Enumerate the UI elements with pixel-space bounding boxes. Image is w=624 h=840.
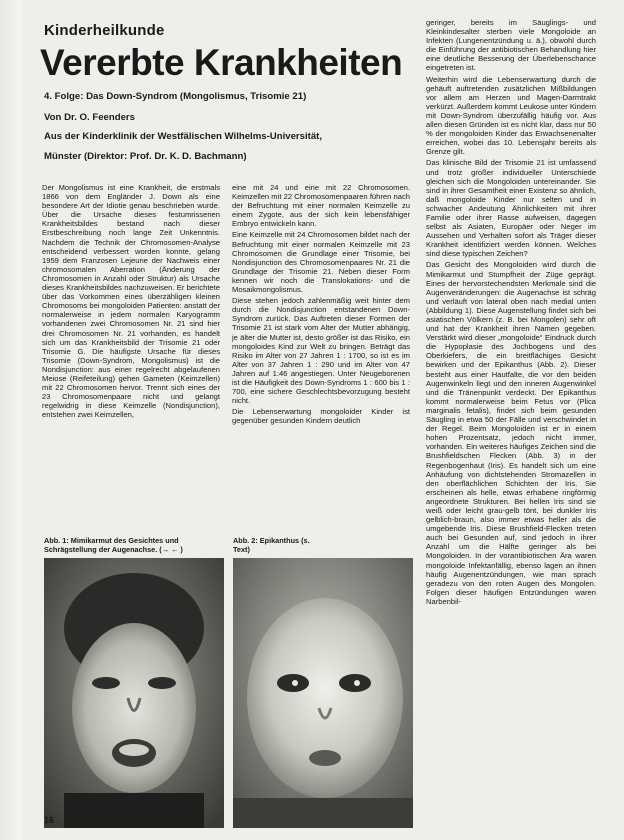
photo-child-face-icon (44, 558, 224, 828)
paragraph: Weiterhin wird die Lebenserwartung durch die gehäuft auftretenden zusätzlichen Mißbildungen vor allem am Herzen und Magen-Darmtrakt verkürzt. Außerdem kommt Leukose unter Kindern mit Down-Syndrom überzufällig häufig vor. Aus allen diesen Gründen ist es nicht klar, dass nur 50 % der mongoloiden Kinder das Erwachsenenalter erreichen, wobei das 10. Lebensjahr bereits als Grenze gilt. (426, 74, 596, 157)
paragraph: Das klinische Bild der Trisomie 21 ist umfassend und trotz großer individueller Unterschiede gleichen sich die Mongoloiden untereinander. Sie sind in ihrer Gesamtheit einer Existenz so ähnlich, daß mongoloide Kinder nur selten und in schwacher Andeutung Ähnlichkeiten mit ihrer Familie oder ihrer Rasse aufweisen, dagegen selbst als Asiaten, Europäer oder Neger im Aussehen und Verhalten sofort als Träger dieser Krankheit identifiziert werden können. Welches sind diese typischen Zeichen? (426, 158, 596, 259)
paragraph: Der Mongolismus ist eine Krankheit, die erstmals 1866 von dem Engländer J. Down als eine besondere Art der Idiotie genau beschrieben wurde. Über die Ursache dieses festumrissenen Krankheitsbildes bestand nach dieser Erstbeschreibung noch lange Zeit Unkenntnis. Nachdem die Technik der Chromosomen-Analyse entscheidend verbessert worden konnte, gelang 1959 dem Franzosen Lejeune der Nachweis einer chromosomalen Aberration (Änderung der Chromosomen in Anzahl oder Struktur) als Ursache dieses Krankheitsbildes nachzuweisen. Er berichtete über das Vorkommen eines überzähligen kleinen Chromosoms bei mongoloiden Patienten: anstatt der normalerweise in jedem normalen Karyogramm vorhandenen zwei Chromosomen Nr. 21 sind hier drei Chromosomen Nr. 21 vorhanden, es handelt sich um das Krankheitsbild der Trisomie 21 oder Trisomie G. Die häufigste Ursache für dieses Trisomie (Down-Syndrom, Mongolismus) ist die Nondisjunction: aus einer regelrecht abgelaufenen Meiose (Reifeteilung) gehen Gameten (Keimzellen) mit 22 Chromosomen hervor. Trennt sich eines der 23 Chromosomenpaare nicht und gelangt regelwidrig in diese Keimzelle (Nondisjunction), entstehen zwei Keimzellen, (42, 183, 220, 420)
paragraph: eine mit 24 und eine mit 22 Chromosomen. Keimzellen mit 22 Chromosomenpaaren führen nach der Befruchtung mit einer normalen Keimzelle zu einem Zygote, aus der sich kein lebensfähiger Embryo entwickeln kann. (232, 183, 410, 229)
figure-caption-1: Abb. 1: Mimikarmut des Gesichtes und Schrägstellung der Augenachse. (→ ← ) (44, 536, 183, 554)
paragraph: geringer, bereits im Säuglings- und Kleinkindesalter sterben viele Mongoloide an Infekten (Lungenentzündung u. ä.), obwohl durch die Einführung der antibiotischen Behandlung hier eine deutliche Besserung der Überlebenschance eingetreten ist. (426, 18, 596, 73)
paragraph: Die Lebenserwartung mongoloider Kinder ist gegenüber gesunden Kindern deutlich (232, 407, 410, 426)
photo-infant-face-icon (233, 558, 413, 828)
article-title: Vererbte Krankheiten (40, 42, 403, 83)
author-line: Von Dr. O. Feenders (44, 112, 135, 123)
location-line: Münster (Direktor: Prof. Dr. K. D. Bachmann) (44, 151, 247, 162)
body-column-left (42, 183, 220, 533)
clinic-line: Aus der Kinderklinik der Westfälischen Wilhelms-Universität, (44, 131, 323, 142)
page-binding-edge (0, 0, 22, 840)
body-column-right (426, 18, 596, 818)
figure-photo-2 (233, 558, 413, 828)
paragraph: Eine Keimzelle mit 24 Chromosomen bildet nach der Befruchtung mit einer normalen Keimzelle mit 23 Chromosomen die Grundlage einer Trisomie, bei Nondisjunction des Chromosomenpaares Nr. 21 die Grundlage der Trisomie 21. Neben dieser Form kennen wir noch die Translokations- und die Mosaikmongolismus. (232, 230, 410, 295)
page-number: 16 (44, 815, 55, 825)
paragraph: Das Gesicht des Mongoloiden wird durch die Mimikarmut und Stumpfheit der Züge geprägt. Eines der hervorstechendsten Merkmale sind die Augenveränderungen: die Augenachse ist schräg und verläuft von lateral oben nach medial unten (Abbildung 1). Diese Augenstellung findet sich bei asiatischen Völkern (z. B. bei Mongolen) sehr oft und hat der Krankheit ihren Namen gegeben. Verstärkt wird dieser „mongoloide“ Eindruck durch die Hypoplasie des Jochbogens und des Oberkiefers, die ein breitflächiges Gesicht bewirken und der Epikanthus (Abb. 2). Dieser besteht aus einer Hautfalte, die vor den beiden Augenwinkeln liegt und den inneren Augenwinkel und die Tränenpunkt verdeckt. Der Epikanthus kommt normalerweise beim Fetus vor (Plica marginalis fetalis), findet sich beim gesunden Säugling in etwa 50 der Fälle und verschwindet in der Regel. Beim Mongoloiden ist er in einem hohen Prozentsatz, jedoch nicht immer, vorhanden. Ein weiteres häufiges Zeichen sind die Brushfieldschen Flecken (Abb. 3) in der Regenbogenhaut (Iris). Es handelt sich um eine Anhäufung von dichtstehenden Stromazellen in den oberflächlichen Schichten der Iris. Sie erscheinen als helle, etwas erhabene ringförmig angeordnete Strukturen. Bei hellen Iris sind sie weiß oder leicht grau-gelb tönt, bei dunkler Iris gelblich-braun, also immer etwas heller als die umgebende Iris. Diese Brushfield-Flecken treten auch bei Gesunden auf, sind jedoch in ihrer Anzahl um die Hälfte geringer als bei Mongoloiden. In der vorantibiotischen Ära waren mongoloide Infektanfällig, ebenso lagen an ihnen häufig Augenentzündungen, wie man sprach geradezu von den roten Augen des Mongolen. Folgen dieser häufigen Entzündungen waren Narbenbil- (426, 260, 596, 606)
section-kicker: Kinderheilkunde (44, 22, 165, 39)
body-column-middle (232, 183, 410, 533)
figure-caption-2: Abb. 2: Epikanthus (s. Text) (233, 536, 310, 554)
paragraph: Diese stehen jedoch zahlenmäßig weit hinter dem durch die Nondisjunction entstandenen Down-Syndrom zurück. Das Auftreten dieser Formen der Trisomie 21 ist stark vom Alter der Mutter abhängig, je älter die Mutter ist, desto größer ist das Risiko, ein mongoloides Kind zur Welt zu bringen. Beträgt das Risiko im Alter von 27 Jahren 1 : 1700, so ist es im Alter von 37 Jahren 1 : 290 und im Alter von 47 Jahren auf 1:46 angestiegen. Unter Neugeborenen ist die Häufigkeit des Down-Syndroms 1 : 600 bis 1 : 700, eine sichere Geschlechtsbevorzugung besteht nicht. (232, 296, 410, 406)
series-line: 4. Folge: Das Down-Syndrom (Mongolismus, Trisomie 21) (44, 91, 307, 102)
figure-photo-1 (44, 558, 224, 828)
